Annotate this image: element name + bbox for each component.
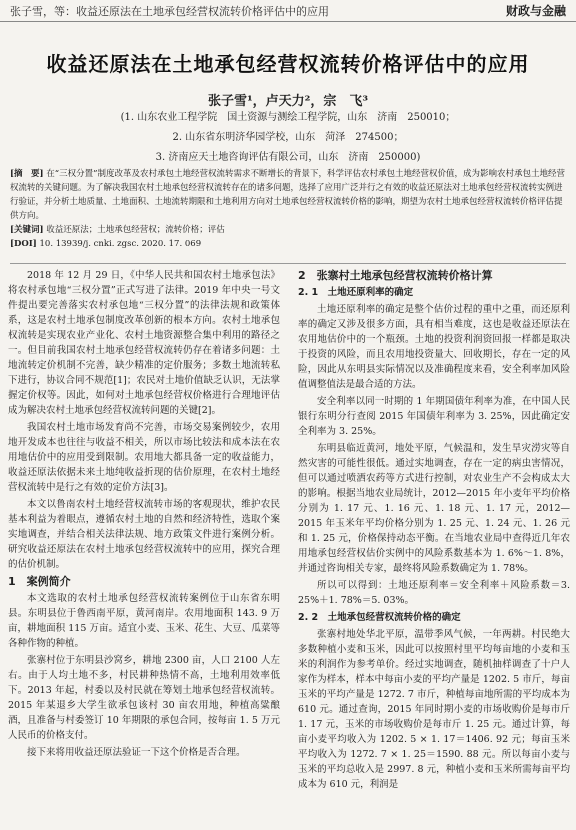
doi-label: [DOI]: [10, 239, 37, 249]
paragraph: 2018 年 12 月 29 日，《中华人民共和国农村土地承包法》将农村承包地“三权分置”正式写进了法律。2019 年中央一号文件提出要完善落实农村承包地“三权分置”的法律法规和政策体系，这是农村土地承包制度改革创新的根本方向。农村土地承包权流转是实现农业产业化、农村土地资源整合集中利用的路径之一。但目前我国农村土地承包经营权流转仍存在着诸多问题：土地流转定价机制不完善，缺少精准的定价服务；多数土地流转私下进行，协议合同不规范[1]；农民对土地价值缺乏认识，无法掌握定价权等。因此，如何对土地承包经营权价格进行合理地评估成为解决农村土地承包经营权流转问题的关键[2]。: [8, 270, 280, 416]
affiliation-1: (1. 山东农业工程学院 国土资源与测绘工程学院，山东 济南 250010；: [120, 112, 456, 123]
doi-text: 10. 13939/j. cnki. zgsc. 2020. 17. 069: [39, 239, 202, 249]
affiliation-3: 3. 济南应天土地咨询评估有限公司，山东 济南 250000): [155, 152, 421, 163]
paragraph: 安全利率以同一时期的 1 年期国债年利率为准，在中国人民银行东明分行查阅 2015 年国债年利率为 3. 25%，因此确定安全利率为 3. 25%。: [298, 396, 570, 437]
running-header-left: 张子雪，等：收益还原法在土地承包经营权流转价格评估中的应用: [10, 4, 329, 18]
paper-title: 收益还原法在土地承包经营权流转价格评估中的应用: [46, 52, 530, 76]
journal-section: 财政与金融: [505, 4, 566, 18]
abstract-label: [摘 要]: [10, 169, 44, 179]
section-heading-1: 1 案例简介: [8, 575, 71, 588]
abstract-text: 在“三权分置”制度改革及农村承包土地经营权流转需求不断增长的背景下，科学评估农村承包土地经营权价值，成为影响农村承包土地经营权流转的关键问题。为了解决我国农村土地承包经营权流转存在的诸多问题，选择了应用广泛并行之有效的收益还原法对土地承包经营权流转实例进行验证，并分析土地质量、土地面积、土地流转期限和土地利用方向对土地承包经营权流转价格的影响，期望为农村土地承包经营权流转价格评估提供方向。: [10, 169, 565, 221]
paragraph: 接下来将用收益还原法验证一下这个价格是否合理。: [27, 747, 246, 758]
subsection-heading-2-1: 2. 1 土地还原利率的确定: [298, 287, 414, 298]
abstract-block: [10, 167, 566, 251]
divider: [10, 263, 566, 264]
subsection-heading-2-2: 2. 2 土地承包经营权流转价格的确定: [298, 612, 461, 623]
paragraph: 本文以鲁南农村土地经营权流转市场的客观现状，维护农民基本利益为着眼点，遵循农村土地的自然和经济特性，选取个案实地调查，并结合相关法律法规、地方政策文件进行案例分析。研究收益还原法在农村土地承包经营权流转中的应用，探究合理的估价机制。: [8, 499, 280, 570]
paragraph: 张寨村地处华北平原，温带季风气候，一年两耕。村民绝大多数种植小麦和玉米，因此可以按照村里平均每亩地的小麦和玉米的利润作为参考单价。经过实地调查，随机抽样调查了十户人家作为样本，样本中每亩小麦的平均产量是 1202. 5 市斤，每亩玉米的平均产量是 1272. 7 市斤，种植每亩地所需的平均成本为 610 元。通过查询，2015 年同时期小麦的市场收购价是每市斤 1. 17 元，玉米的市场收购价是每市斤 1. 25 元。通过计算，每亩小麦平均收入为 1202. 5 × 1. 17＝1406. 92 元；每亩玉米平均收入为 1272. 7 × 1. 25＝1590. 88 元。所以每亩小麦与玉米的平均总收入是 2997. 8 元，种植小麦和玉米所需每亩平均成本为 610 元，利润是: [298, 629, 570, 790]
running-header: [0, 0, 576, 22]
paragraph: 土地还原利率的确定是整个估价过程的重中之重，而还原利率的确定又涉及很多方面，具有相当难度，这也是收益还原法在农用地估价中的一个瓶颈。土地的投资利润资回报一样都是取决于投资的风险，而且农用地投资量大、回收期长，存在一定的风险，因此从东明县实际情况以及准确程度来看，安全利率加风险值调整值法是最合适的方法。: [298, 304, 570, 390]
author-list: 张子雪¹，卢天力²，宗 飞³: [207, 94, 369, 109]
paragraph: 我国农村土地市场发育尚不完善，市场交易案例较少，农用地开发成本也往往与收益不相关，所以市场比较法和成本法在农用地估价中的应用受到限制。农用地大都具备一定的收益能力，收益还原法依据未来土地纯收益折现的估价原理，在农村土地经营权流转中是行之有效的定价方法[3]。: [8, 422, 280, 493]
left-column: [8, 268, 280, 762]
paragraph: 张寨村位于东明县沙窝乡，耕地 2300 亩，人口 2100 人左右。由于人均土地不多，村民耕种热情不高，土地利用效率低下。2013 年起，村委以及村民就在筹划土地承包经营权流转。2015 年某退乡大学生欲承包该村 30 亩农用地，种植高粱酿酒，且准备与村委签订 10 年期限的承包合同，按每亩 1. 5 万元人民币的价格支付。: [8, 655, 280, 741]
keywords-text: 收益还原法；土地承包经营权；流转价格；评估: [46, 225, 225, 235]
paragraph: 本文选取的农村土地承包经营权流转案例位于山东省东明县。东明县位于鲁西南平原，黄河南岸。农用地面积 143. 9 万亩，耕地面积 115 万亩。适宜小麦、玉米、花生、大豆、瓜菜等各种作物的种植。: [8, 593, 280, 649]
keywords-label: [关键词]: [10, 225, 44, 235]
section-heading-2: 2 张寨村土地承包经营权流转价格计算: [298, 269, 493, 282]
affiliation-2: 2. 山东省东明济华园学校，山东 菏泽 274500；: [172, 132, 404, 143]
affiliations: [60, 108, 516, 168]
paragraph: 东明县临近黄河，地处平原，气候温和，发生旱灾涝灾等自然灾害的可能性很低。通过实地调查，存在一定的病虫害情况，但可以通过喷洒农药等方式进行控制，对农业生产不会构成太大的影响。根据当地农业局统计，2012—2015 年小麦年平均价格分别为 1. 17 元、1. 16 元、1. 18 元、1. 17 元，2012—2015 年玉米年平均价格分别为 1. 25 元、1. 24 元、1. 26 元和 1. 25 元，价格保持动态平衡。在当地农业局中查得近几年农用地承包经营权估价实例中的风险系数基本为 1. 6%～1. 8%，并通过咨询相关专家，最终将风险系数确定为 1. 78%。: [298, 443, 570, 574]
formula-paragraph: 所以可以得到：土地还原利率＝安全利率＋风险系数＝3. 25%＋1. 78%＝5. 03%。: [298, 580, 570, 606]
right-column: [298, 268, 570, 794]
